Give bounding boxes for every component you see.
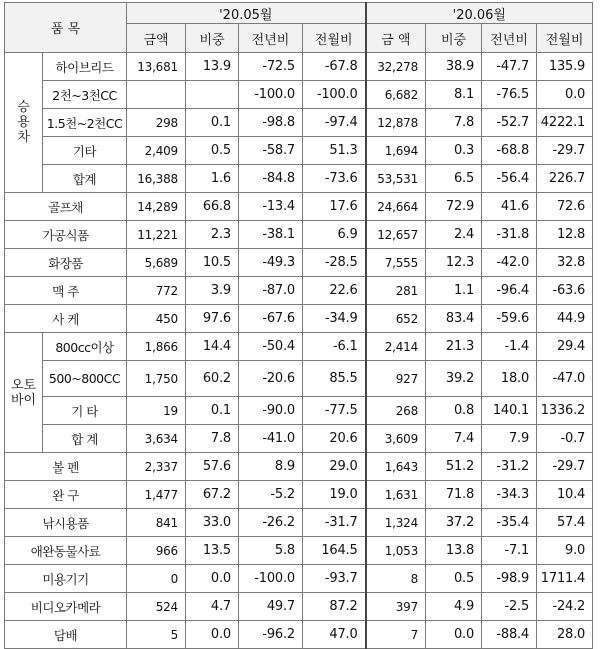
value-cell: -20.6 xyxy=(239,361,303,397)
value-cell: -2.5 xyxy=(482,593,537,621)
value-cell: -6.1 xyxy=(303,333,366,361)
value-cell: 1,694 xyxy=(366,137,426,165)
col-yoy-may: 전년비 xyxy=(239,24,303,53)
value-cell: -31.2 xyxy=(482,453,537,481)
row-item-name: 담배 xyxy=(5,621,127,649)
row-item-name: 비디오카메라 xyxy=(5,593,127,621)
row-item-name: 기타 xyxy=(43,137,127,165)
value-cell: 0.3 xyxy=(426,137,482,165)
value-cell: 0.1 xyxy=(186,109,239,137)
row-item-name: 2천~3천CC xyxy=(43,81,127,109)
table-row xyxy=(5,277,593,305)
value-cell: 33.0 xyxy=(186,509,239,537)
value-cell: 72.9 xyxy=(426,193,482,221)
value-cell: -31.7 xyxy=(303,509,366,537)
value-cell: -1.4 xyxy=(482,333,537,361)
value-cell: 57.6 xyxy=(186,453,239,481)
value-cell: 3,634 xyxy=(127,425,186,453)
row-item-name: 합계 xyxy=(43,165,127,193)
value-cell: 13,681 xyxy=(127,53,186,81)
value-cell: -100.0 xyxy=(239,565,303,593)
value-cell: -73.6 xyxy=(303,165,366,193)
value-cell: 2,337 xyxy=(127,453,186,481)
table-row xyxy=(5,53,593,81)
table-row xyxy=(5,361,593,397)
value-cell: -77.5 xyxy=(303,397,366,425)
col-amount-may: 금액 xyxy=(127,24,186,53)
value-cell: 8.9 xyxy=(239,453,303,481)
value-cell: 44.9 xyxy=(537,305,593,333)
value-cell: 2.4 xyxy=(426,221,482,249)
value-cell: -24.2 xyxy=(537,593,593,621)
table-row xyxy=(5,305,593,333)
value-cell: 13.5 xyxy=(186,537,239,565)
value-cell: 0.0 xyxy=(537,81,593,109)
value-cell: 1,866 xyxy=(127,333,186,361)
value-cell: 6,682 xyxy=(366,81,426,109)
group-label-line: 오토 xyxy=(10,377,37,393)
value-cell: -29.7 xyxy=(537,453,593,481)
row-item-name: 완 구 xyxy=(5,481,127,509)
period-header-june: '20.06월 xyxy=(366,3,593,24)
value-cell: 12.8 xyxy=(537,221,593,249)
value-cell: 7.8 xyxy=(426,109,482,137)
table-row xyxy=(5,165,593,193)
value-cell: 4.9 xyxy=(426,593,482,621)
value-cell: 14,289 xyxy=(127,193,186,221)
value-cell: 13.9 xyxy=(186,53,239,81)
col-mom-may: 전월비 xyxy=(303,24,366,53)
value-cell: 2.3 xyxy=(186,221,239,249)
value-cell: 19.0 xyxy=(303,481,366,509)
value-cell: 17.6 xyxy=(303,193,366,221)
value-cell: -0.7 xyxy=(537,425,593,453)
value-cell: 10.5 xyxy=(186,249,239,277)
value-cell: 652 xyxy=(366,305,426,333)
value-cell: 51.2 xyxy=(426,453,482,481)
value-cell: 32.8 xyxy=(537,249,593,277)
value-cell: 11,221 xyxy=(127,221,186,249)
row-item-name: 사 케 xyxy=(5,305,127,333)
value-cell: 7.8 xyxy=(186,425,239,453)
value-cell: 0.1 xyxy=(186,397,239,425)
table-row xyxy=(5,621,593,649)
value-cell: 71.8 xyxy=(426,481,482,509)
table-row xyxy=(5,109,593,137)
table-row xyxy=(5,509,593,537)
group-label-char: 승 xyxy=(17,100,30,115)
table-row xyxy=(5,453,593,481)
value-cell: -47.7 xyxy=(482,53,537,81)
value-cell: -13.4 xyxy=(239,193,303,221)
value-cell: -72.5 xyxy=(239,53,303,81)
value-cell: 29.4 xyxy=(537,333,593,361)
value-cell: 41.6 xyxy=(482,193,537,221)
value-cell: 12,657 xyxy=(366,221,426,249)
item-header: 품 목 xyxy=(5,3,127,53)
value-cell: -100.0 xyxy=(239,81,303,109)
value-cell: 2,409 xyxy=(127,137,186,165)
value-cell: 21.3 xyxy=(426,333,482,361)
value-cell: 524 xyxy=(127,593,186,621)
table-row xyxy=(5,425,593,453)
value-cell: 29.0 xyxy=(303,453,366,481)
value-cell: 18.0 xyxy=(482,361,537,397)
value-cell: -5.2 xyxy=(239,481,303,509)
row-item-name: 골프채 xyxy=(5,193,127,221)
value-cell: -84.8 xyxy=(239,165,303,193)
value-cell: -90.0 xyxy=(239,397,303,425)
row-item-name: 맥 주 xyxy=(5,277,127,305)
value-cell: 5 xyxy=(127,621,186,649)
value-cell: -50.4 xyxy=(239,333,303,361)
col-yoy-june: 전년비 xyxy=(482,24,537,53)
value-cell: 1.6 xyxy=(186,165,239,193)
table-row xyxy=(5,137,593,165)
value-cell: 8 xyxy=(366,565,426,593)
value-cell: 966 xyxy=(127,537,186,565)
value-cell: 1,324 xyxy=(366,509,426,537)
table-row xyxy=(5,593,593,621)
value-cell: -38.1 xyxy=(239,221,303,249)
value-cell: 37.2 xyxy=(426,509,482,537)
value-cell: -96.4 xyxy=(482,277,537,305)
value-cell: 841 xyxy=(127,509,186,537)
row-item-name: 기 타 xyxy=(43,397,127,425)
group-label-char: 용 xyxy=(17,115,30,130)
value-cell: 450 xyxy=(127,305,186,333)
group-label-passenger-car xyxy=(5,53,43,193)
value-cell: -26.2 xyxy=(239,509,303,537)
value-cell: 0.0 xyxy=(426,621,482,649)
value-cell: 12,878 xyxy=(366,109,426,137)
value-cell: 1,631 xyxy=(366,481,426,509)
value-cell: -98.8 xyxy=(239,109,303,137)
table-row xyxy=(5,481,593,509)
col-share-june: 비중 xyxy=(426,24,482,53)
value-cell: 67.2 xyxy=(186,481,239,509)
value-cell: 24,664 xyxy=(366,193,426,221)
value-cell: 0 xyxy=(127,565,186,593)
value-cell: -93.7 xyxy=(303,565,366,593)
value-cell: 3.9 xyxy=(186,277,239,305)
value-cell: 268 xyxy=(366,397,426,425)
value-cell: -98.9 xyxy=(482,565,537,593)
value-cell: 7.9 xyxy=(482,425,537,453)
value-cell: -58.7 xyxy=(239,137,303,165)
row-item-name: 미용기기 xyxy=(5,565,127,593)
row-item-name: 1.5천~2천CC xyxy=(43,109,127,137)
value-cell: 4222.1 xyxy=(537,109,593,137)
value-cell: 19 xyxy=(127,397,186,425)
value-cell: 72.6 xyxy=(537,193,593,221)
value-cell: 14.4 xyxy=(186,333,239,361)
value-cell: 57.4 xyxy=(537,509,593,537)
value-cell: -87.0 xyxy=(239,277,303,305)
row-item-name: 500~800CC xyxy=(43,361,127,397)
value-cell: 66.8 xyxy=(186,193,239,221)
value-cell: 1,053 xyxy=(366,537,426,565)
col-mom-june: 전월비 xyxy=(537,24,593,53)
value-cell: 5.8 xyxy=(239,537,303,565)
table-row xyxy=(5,249,593,277)
value-cell: -88.4 xyxy=(482,621,537,649)
row-item-name: 합 계 xyxy=(43,425,127,453)
value-cell: 298 xyxy=(127,109,186,137)
value-cell: 1,750 xyxy=(127,361,186,397)
value-cell: 3,609 xyxy=(366,425,426,453)
group-label-motorcycle xyxy=(5,333,43,453)
table-row xyxy=(5,565,593,593)
value-cell: 13.8 xyxy=(426,537,482,565)
col-amount-june: 금 액 xyxy=(366,24,426,53)
value-cell: 6.5 xyxy=(426,165,482,193)
period-header-may: '20.05월 xyxy=(127,3,366,24)
value-cell: 49.7 xyxy=(239,593,303,621)
value-cell: 12.3 xyxy=(426,249,482,277)
row-item-name: 애완동물사료 xyxy=(5,537,127,565)
group-label-line: 바이 xyxy=(10,392,37,408)
value-cell xyxy=(127,81,186,109)
value-cell: 32,278 xyxy=(366,53,426,81)
value-cell: 20.6 xyxy=(303,425,366,453)
value-cell: 0.0 xyxy=(186,565,239,593)
value-cell: 1336.2 xyxy=(537,397,593,425)
value-cell: 53,531 xyxy=(366,165,426,193)
value-cell: 60.2 xyxy=(186,361,239,397)
value-cell: -42.0 xyxy=(482,249,537,277)
value-cell: 9.0 xyxy=(537,537,593,565)
table-row xyxy=(5,221,593,249)
value-cell: 397 xyxy=(366,593,426,621)
value-cell: 772 xyxy=(127,277,186,305)
value-cell: -63.6 xyxy=(537,277,593,305)
value-cell: 135.9 xyxy=(537,53,593,81)
value-cell: -34.9 xyxy=(303,305,366,333)
value-cell: 6.9 xyxy=(303,221,366,249)
group-label-char: 차 xyxy=(17,130,30,145)
table-row xyxy=(5,81,593,109)
value-cell: 83.4 xyxy=(426,305,482,333)
row-item-name: 낚시용품 xyxy=(5,509,127,537)
row-item-name: 800cc이상 xyxy=(43,333,127,361)
value-cell: -97.4 xyxy=(303,109,366,137)
value-cell: -29.7 xyxy=(537,137,593,165)
value-cell: 7.4 xyxy=(426,425,482,453)
value-cell: 7,555 xyxy=(366,249,426,277)
value-cell: 4.7 xyxy=(186,593,239,621)
value-cell: -56.4 xyxy=(482,165,537,193)
value-cell: 0.5 xyxy=(426,565,482,593)
value-cell: 281 xyxy=(366,277,426,305)
value-cell: 2,414 xyxy=(366,333,426,361)
value-cell: -49.3 xyxy=(239,249,303,277)
value-cell: 47.0 xyxy=(303,621,366,649)
value-cell: 1711.4 xyxy=(537,565,593,593)
value-cell: -100.0 xyxy=(303,81,366,109)
value-cell: -35.4 xyxy=(482,509,537,537)
value-cell: 16,388 xyxy=(127,165,186,193)
col-share-may: 비중 xyxy=(186,24,239,53)
value-cell: 39.2 xyxy=(426,361,482,397)
value-cell: -67.6 xyxy=(239,305,303,333)
value-cell: 164.5 xyxy=(303,537,366,565)
value-cell: 28.0 xyxy=(537,621,593,649)
table-row xyxy=(5,193,593,221)
value-cell: -28.5 xyxy=(303,249,366,277)
value-cell: -31.8 xyxy=(482,221,537,249)
value-cell: 85.5 xyxy=(303,361,366,397)
value-cell: -59.6 xyxy=(482,305,537,333)
value-cell: -68.8 xyxy=(482,137,537,165)
value-cell: 10.4 xyxy=(537,481,593,509)
row-item-name: 화장품 xyxy=(5,249,127,277)
row-item-name: 볼 펜 xyxy=(5,453,127,481)
value-cell: 5,689 xyxy=(127,249,186,277)
table-row xyxy=(5,397,593,425)
row-item-name: 하이브리드 xyxy=(43,53,127,81)
value-cell: 1,477 xyxy=(127,481,186,509)
value-cell: 226.7 xyxy=(537,165,593,193)
row-item-name: 가공식품 xyxy=(5,221,127,249)
value-cell: 0.5 xyxy=(186,137,239,165)
value-cell: 22.6 xyxy=(303,277,366,305)
value-cell: -47.0 xyxy=(537,361,593,397)
value-cell: 0.0 xyxy=(186,621,239,649)
import-statistics-table xyxy=(4,2,593,649)
value-cell: 0.8 xyxy=(426,397,482,425)
value-cell xyxy=(186,81,239,109)
value-cell: -67.8 xyxy=(303,53,366,81)
value-cell: 51.3 xyxy=(303,137,366,165)
value-cell: -41.0 xyxy=(239,425,303,453)
value-cell: -7.1 xyxy=(482,537,537,565)
value-cell: 1.1 xyxy=(426,277,482,305)
value-cell: 140.1 xyxy=(482,397,537,425)
table-body xyxy=(5,53,593,649)
table-row xyxy=(5,537,593,565)
value-cell: -34.3 xyxy=(482,481,537,509)
value-cell: 7 xyxy=(366,621,426,649)
table-row xyxy=(5,333,593,361)
value-cell: -96.2 xyxy=(239,621,303,649)
value-cell: 1,643 xyxy=(366,453,426,481)
value-cell: -76.5 xyxy=(482,81,537,109)
value-cell: 97.6 xyxy=(186,305,239,333)
value-cell: 8.1 xyxy=(426,81,482,109)
value-cell: 87.2 xyxy=(303,593,366,621)
value-cell: 927 xyxy=(366,361,426,397)
value-cell: 38.9 xyxy=(426,53,482,81)
value-cell: -52.7 xyxy=(482,109,537,137)
